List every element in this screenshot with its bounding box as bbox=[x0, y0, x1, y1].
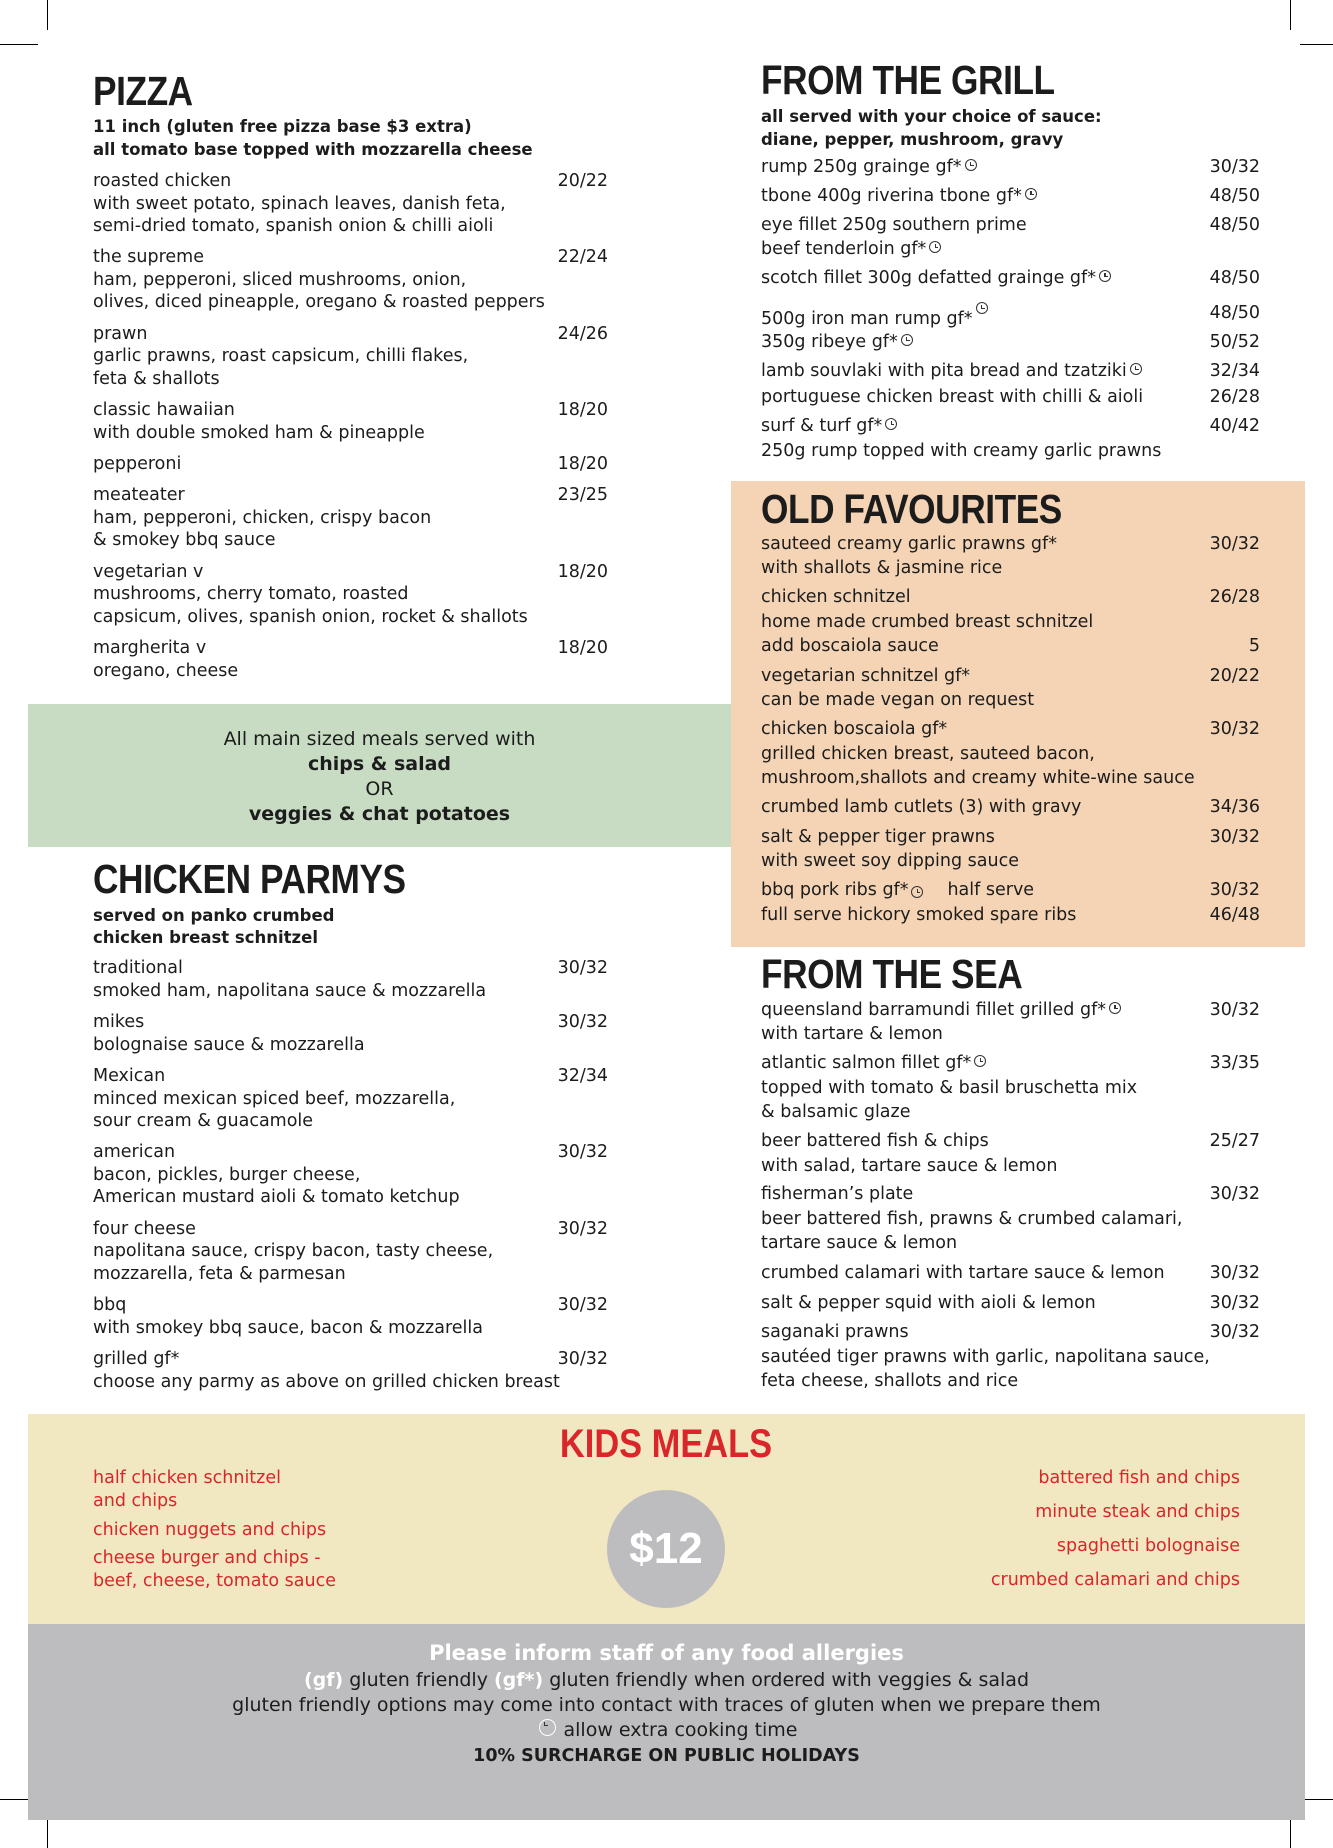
menu-item-price: 25/27 bbox=[1209, 1131, 1260, 1151]
grill-subtitle-2: diane, pepper, mushroom, gravy bbox=[761, 130, 1064, 149]
kids-item: cheese burger and chips - bbox=[93, 1548, 321, 1568]
mains-note-line: All main sized meals served with bbox=[223, 728, 536, 750]
pizza-subtitle-2: all tomato base topped with mozzarella cheese bbox=[93, 140, 533, 159]
menu-item-price: 30/32 bbox=[1209, 1322, 1260, 1342]
crop-mark bbox=[47, 1818, 48, 1848]
clock-icon bbox=[1025, 188, 1037, 200]
mains-note-line: chips & salad bbox=[307, 753, 452, 775]
sea-item-row bbox=[761, 1052, 986, 1075]
menu-item-name: grilled gf* bbox=[93, 1349, 180, 1369]
menu-item-desc: with double smoked ham & pineapple bbox=[93, 423, 425, 443]
menu-item-price: 30/32 bbox=[557, 1142, 608, 1162]
menu-item-price: 33/35 bbox=[1209, 1053, 1260, 1073]
menu-item-desc: with shallots & jasmine rice bbox=[761, 558, 1003, 578]
menu-item-price: 30/32 bbox=[1209, 719, 1260, 739]
menu-item-name: vegetarian schnitzel gf* bbox=[761, 666, 971, 686]
crop-mark bbox=[0, 44, 38, 45]
menu-item-price: 40/42 bbox=[1209, 416, 1260, 436]
old-favourites-heading: OLD FAVOURITES bbox=[761, 486, 1062, 532]
menu-item-price: 18/20 bbox=[557, 562, 608, 582]
menu-item-price: 50/52 bbox=[1209, 332, 1260, 352]
grill-item-row bbox=[761, 185, 1037, 208]
clock-icon bbox=[1099, 270, 1111, 282]
crop-mark bbox=[1290, 1818, 1291, 1848]
gf-star-label: (gf*) bbox=[493, 1669, 544, 1691]
crop-mark bbox=[1300, 44, 1333, 45]
menu-item-desc: capsicum, olives, spanish onion, rocket & shallots bbox=[93, 607, 528, 627]
menu-item-price: 32/34 bbox=[1209, 361, 1260, 381]
menu-item-desc: ham, pepperoni, chicken, crispy bacon bbox=[93, 508, 432, 528]
gluten-warning: gluten friendly options may come into contact with traces of gluten when we prepare them bbox=[232, 1694, 1101, 1716]
menu-item-price: 26/28 bbox=[1209, 387, 1260, 407]
menu-item-name: beer battered fish & chips bbox=[761, 1131, 989, 1151]
menu-item-name: four cheese bbox=[93, 1219, 196, 1239]
menu-item-name: chicken schnitzel bbox=[761, 587, 911, 607]
pizza-subtitle-1: 11 inch (gluten free pizza base $3 extra) bbox=[93, 117, 472, 136]
menu-item-price: 30/32 bbox=[1209, 534, 1260, 554]
menu-item-price: 46/48 bbox=[1209, 905, 1260, 925]
menu-item-name: american bbox=[93, 1142, 176, 1162]
menu-item-name: meateater bbox=[93, 485, 185, 505]
gf-text: gluten friendly bbox=[343, 1669, 494, 1691]
menu-item-name: bbq bbox=[93, 1295, 127, 1315]
kids-price-badge: $12 bbox=[607, 1490, 725, 1608]
menu-item-name: salt & pepper tiger prawns bbox=[761, 827, 995, 847]
menu-item-desc: add boscaiola sauce bbox=[761, 636, 939, 656]
clock-icon bbox=[929, 241, 941, 253]
menu-item-price: 30/32 bbox=[1209, 880, 1260, 900]
menu-item-desc: mozzarella, feta & parmesan bbox=[93, 1264, 346, 1284]
grill-item-row bbox=[761, 238, 941, 261]
menu-item-desc: with salad, tartare sauce & lemon bbox=[761, 1156, 1058, 1176]
menu-item-name: bbq pork ribs gf* bbox=[761, 880, 909, 900]
menu-item-desc: mushroom,shallots and creamy white-wine sauce bbox=[761, 768, 1195, 788]
parmys-subtitle-2: chicken breast schnitzel bbox=[93, 928, 318, 947]
menu-item-name: Mexican bbox=[93, 1066, 166, 1086]
menu-item-price: 30/32 bbox=[1209, 1184, 1260, 1204]
grill-subtitle-1: all served with your choice of sauce: bbox=[761, 107, 1102, 126]
menu-item-price: 30/32 bbox=[1209, 1000, 1260, 1020]
menu-item-name: salt & pepper squid with aioli & lemon bbox=[761, 1293, 1096, 1313]
menu-item-price: 30/32 bbox=[1209, 1263, 1260, 1283]
menu-item-price: 30/32 bbox=[557, 1219, 608, 1239]
menu-item-desc: topped with tomato & basil bruschetta mix bbox=[761, 1078, 1138, 1098]
menu-item-desc: sautéed tiger prawns with garlic, napolitana sauce, bbox=[761, 1347, 1210, 1367]
menu-item-name: roasted chicken bbox=[93, 171, 232, 191]
crop-mark bbox=[47, 0, 48, 30]
grill-item-row bbox=[761, 360, 1142, 383]
kids-item: crumbed calamari and chips bbox=[990, 1570, 1240, 1590]
kids-item: and chips bbox=[93, 1491, 178, 1511]
allergy-title: Please inform staff of any food allergies bbox=[429, 1641, 904, 1665]
menu-item-desc: 250g rump topped with creamy garlic prawns bbox=[761, 441, 1162, 461]
menu-item-name: eye fillet 250g southern prime bbox=[761, 215, 1027, 235]
clock-icon bbox=[911, 886, 923, 898]
menu-item-desc: ham, pepperoni, sliced mushrooms, onion, bbox=[93, 270, 467, 290]
menu-item-name: pepperoni bbox=[93, 454, 182, 474]
menu-item-name: queensland barramundi fillet grilled gf* bbox=[761, 1000, 1106, 1020]
menu-item-name: crumbed calamari with tartare sauce & lemon bbox=[761, 1263, 1165, 1283]
menu-item-name: rump 250g grainge gf* bbox=[761, 157, 962, 177]
menu-item-desc: & smokey bbq sauce bbox=[93, 530, 276, 550]
old-item-row bbox=[761, 879, 1034, 902]
kids-item: battered fish and chips bbox=[1038, 1468, 1240, 1488]
sea-item-row bbox=[761, 999, 1121, 1022]
menu-item-desc: with tartare & lemon bbox=[761, 1024, 943, 1044]
menu-item-price: 30/32 bbox=[557, 1349, 608, 1369]
menu-item-desc: with sweet potato, spinach leaves, danish feta, bbox=[93, 194, 506, 214]
menu-item-desc: feta cheese, shallots and rice bbox=[761, 1371, 1019, 1391]
cooking-time-text: allow extra cooking time bbox=[563, 1719, 798, 1741]
menu-item-desc: smoked ham, napolitana sauce & mozzarella bbox=[93, 981, 487, 1001]
menu-item-desc: can be made vegan on request bbox=[761, 690, 1035, 710]
menu-item-price: 30/32 bbox=[1209, 1293, 1260, 1313]
menu-item-price: 48/50 bbox=[1209, 268, 1260, 288]
kids-item: half chicken schnitzel bbox=[93, 1468, 281, 1488]
menu-item-desc: beef tenderloin gf* bbox=[761, 239, 927, 259]
menu-item-name: sauteed creamy garlic prawns gf* bbox=[761, 534, 1057, 554]
menu-item-name: atlantic salmon fillet gf* bbox=[761, 1053, 972, 1073]
kids-meals-heading: KIDS MEALS bbox=[559, 1422, 773, 1466]
menu-item-price: 30/32 bbox=[557, 1295, 608, 1315]
menu-item-desc: choose any parmy as above on grilled chicken breast bbox=[93, 1372, 560, 1392]
menu-item-name: fisherman’s plate bbox=[761, 1184, 914, 1204]
mains-note-line: veggies & chat potatoes bbox=[248, 803, 511, 825]
menu-item-desc: with smokey bbq sauce, bacon & mozzarella bbox=[93, 1318, 483, 1338]
menu-item-desc: olives, diced pineapple, oregano & roasted peppers bbox=[93, 292, 545, 312]
menu-item-desc: beer battered fish, prawns & crumbed calamari, bbox=[761, 1209, 1183, 1229]
grill-item-row bbox=[761, 267, 1111, 290]
grill-item-row bbox=[761, 302, 988, 331]
clock-icon bbox=[901, 334, 913, 346]
menu-item-name: crumbed lamb cutlets (3) with gravy bbox=[761, 797, 1082, 817]
menu-item-name: lamb souvlaki with pita bread and tzatziki bbox=[761, 361, 1127, 381]
menu-item-price: 5 bbox=[1248, 636, 1260, 656]
menu-item-price: 20/22 bbox=[557, 171, 608, 191]
menu-item-price: 48/50 bbox=[1209, 215, 1260, 235]
clock-icon bbox=[539, 1719, 556, 1736]
menu-item-price: 18/20 bbox=[557, 400, 608, 420]
clock-icon bbox=[976, 302, 988, 314]
menu-item-name: portuguese chicken breast with chilli & aioli bbox=[761, 387, 1144, 407]
menu-item-name: margherita v bbox=[93, 638, 207, 658]
parmys-heading: CHICKEN PARMYS bbox=[93, 856, 406, 902]
grill-item-row bbox=[761, 156, 977, 179]
menu-item-price: 18/20 bbox=[557, 638, 608, 658]
menu-item-name: prawn bbox=[93, 324, 148, 344]
clock-icon bbox=[965, 159, 977, 171]
menu-item-name: saganaki prawns bbox=[761, 1322, 909, 1342]
gf-label: (gf) bbox=[303, 1669, 344, 1691]
parmys-subtitle-1: served on panko crumbed bbox=[93, 906, 335, 925]
menu-item-desc: feta & shallots bbox=[93, 369, 220, 389]
menu-item-price: 48/50 bbox=[1209, 303, 1260, 323]
menu-item-price: 32/34 bbox=[557, 1066, 608, 1086]
kids-item: beef, cheese, tomato sauce bbox=[93, 1571, 336, 1591]
menu-item-desc: mushrooms, cherry tomato, roasted bbox=[93, 584, 409, 604]
menu-item-name: scotch fillet 300g defatted grainge gf* bbox=[761, 268, 1096, 288]
clock-icon bbox=[885, 418, 897, 430]
menu-item-desc: home made crumbed breast schnitzel bbox=[761, 612, 1094, 632]
gluten-legend bbox=[28, 1668, 1305, 1693]
menu-item-desc: full serve hickory smoked spare ribs bbox=[761, 905, 1077, 925]
menu-item-desc: tartare sauce & lemon bbox=[761, 1233, 958, 1253]
menu-item-name: classic hawaiian bbox=[93, 400, 235, 420]
pizza-heading: PIZZA bbox=[93, 68, 193, 114]
mains-note-line: OR bbox=[365, 778, 394, 800]
menu-item-price: 26/28 bbox=[1209, 587, 1260, 607]
menu-item-desc: garlic prawns, roast capsicum, chilli flakes, bbox=[93, 346, 469, 366]
menu-item-name: traditional bbox=[93, 958, 183, 978]
menu-item-price: 34/36 bbox=[1209, 797, 1260, 817]
menu-item-desc: with sweet soy dipping sauce bbox=[761, 851, 1019, 871]
menu-item-price: 48/50 bbox=[1209, 186, 1260, 206]
kids-item: spaghetti bolognaise bbox=[1056, 1536, 1240, 1556]
menu-item-extra: half serve bbox=[947, 880, 1035, 900]
clock-icon bbox=[1109, 1002, 1121, 1014]
menu-item-name: tbone 400g riverina tbone gf* bbox=[761, 186, 1022, 206]
grill-heading: FROM THE GRILL bbox=[761, 57, 1055, 103]
menu-item-price: 24/26 bbox=[557, 324, 608, 344]
menu-item-price: 20/22 bbox=[1209, 666, 1260, 686]
menu-item-desc: grilled chicken breast, sauteed bacon, bbox=[761, 744, 1095, 764]
menu-item-price: 23/25 bbox=[557, 485, 608, 505]
menu-item-name: surf & turf gf* bbox=[761, 416, 883, 436]
menu-item-desc: napolitana sauce, crispy bacon, tasty cheese, bbox=[93, 1241, 494, 1261]
crop-mark bbox=[1290, 0, 1291, 30]
menu-item-price: 18/20 bbox=[557, 454, 608, 474]
menu-item-price: 30/32 bbox=[1209, 827, 1260, 847]
menu-item-desc: & balsamic glaze bbox=[761, 1102, 911, 1122]
menu-item-price: 30/32 bbox=[557, 1012, 608, 1032]
kids-item: minute steak and chips bbox=[1035, 1502, 1240, 1522]
menu-item-desc: minced mexican spiced beef, mozzarella, bbox=[93, 1089, 456, 1109]
menu-item-name: mikes bbox=[93, 1012, 145, 1032]
menu-item-desc: bacon, pickles, burger cheese, bbox=[93, 1165, 361, 1185]
menu-item-price: 30/32 bbox=[1209, 157, 1260, 177]
menu-item-desc: sour cream & guacamole bbox=[93, 1111, 314, 1131]
gf-star-text: gluten friendly when ordered with veggies & salad bbox=[543, 1669, 1030, 1691]
menu-item-desc: oregano, cheese bbox=[93, 661, 239, 681]
kids-item: chicken nuggets and chips bbox=[93, 1520, 327, 1540]
menu-item-desc: bolognaise sauce & mozzarella bbox=[93, 1035, 365, 1055]
menu-item-name: vegetarian v bbox=[93, 562, 204, 582]
menu-item-name: chicken boscaiola gf* bbox=[761, 719, 948, 739]
surcharge-note: 10% SURCHARGE ON PUBLIC HOLIDAYS bbox=[473, 1746, 860, 1766]
menu-item-price: 22/24 bbox=[557, 247, 608, 267]
clock-icon bbox=[974, 1055, 986, 1067]
menu-item-price: 30/32 bbox=[557, 958, 608, 978]
menu-item-name: 500g iron man rump gf* bbox=[761, 309, 973, 329]
menu-item-name: 350g ribeye gf* bbox=[761, 332, 898, 352]
sea-heading: FROM THE SEA bbox=[761, 951, 1023, 997]
cooking-time-note bbox=[28, 1718, 1305, 1743]
menu-item-desc: semi-dried tomato, spanish onion & chilli aioli bbox=[93, 216, 494, 236]
grill-item-row bbox=[761, 331, 913, 354]
grill-item-row bbox=[761, 415, 897, 438]
menu-item-desc: American mustard aioli & tomato ketchup bbox=[93, 1187, 460, 1207]
menu-item-name: the supreme bbox=[93, 247, 204, 267]
